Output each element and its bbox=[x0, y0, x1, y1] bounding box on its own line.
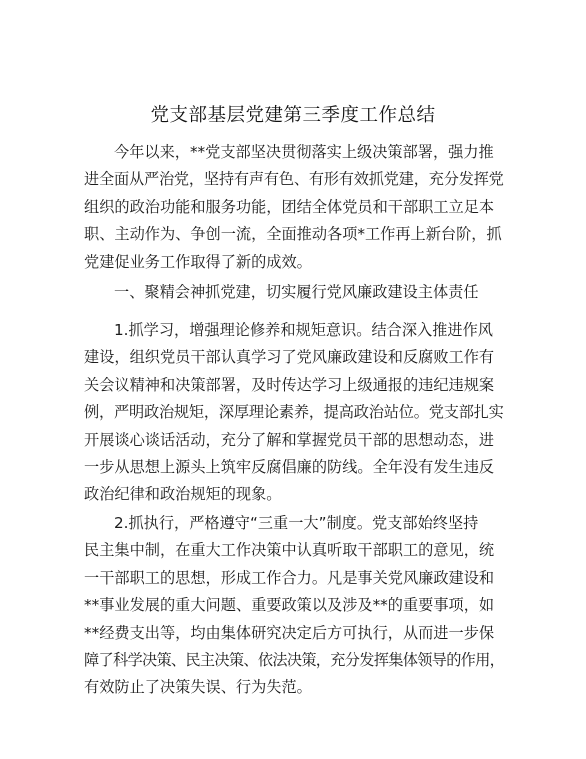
section-heading bbox=[84, 279, 504, 306]
paragraph-line: 有效防止了决策失误、行为失范。 bbox=[84, 678, 312, 697]
paragraph-line: 党建促业务工作取得了新的成效。 bbox=[84, 252, 312, 271]
paragraph-line: 2.抓执行，严格遵守“三重一大”制度。党支部始终坚持 bbox=[114, 514, 479, 532]
paragraph-line: 例，严明政治规矩，深厚理论素养，提高政治站位。党支部扎实 bbox=[84, 403, 504, 422]
intro-paragraph bbox=[84, 139, 504, 276]
paragraph-line: 1.抓学习，增强理论修养和规矩意识。结合深入推进作风 bbox=[114, 321, 493, 339]
paragraph-line: 一干部职工的思想，形成工作合力。凡是事关党风廉政建设和 bbox=[84, 568, 495, 587]
paragraph-line: 今年以来，**党支部坚决贯彻落实上级决策部署，强力推 bbox=[114, 143, 494, 161]
paragraph-line: 障了科学决策、民主决策、依法决策，充分发挥集体领导的作用， bbox=[84, 650, 504, 669]
paragraph-line: 建设，组织党员干部认真学习了党风廉政建设和反腐败工作有 bbox=[84, 348, 495, 367]
section-heading-text: 一、聚精会神抓党建，切实履行党风廉政建设主体责任 bbox=[114, 283, 479, 301]
paragraph-line: 关会议精神和决策部署，及时传达学习上级通报的违纪违规案 bbox=[84, 375, 495, 394]
paragraph-line: **事业发展的重大问题、重要政策以及涉及**的重要事项，如 bbox=[84, 596, 495, 615]
paragraph-line: 民主集中制，在重大工作决策中认真听取干部职工的意见，统 bbox=[84, 541, 495, 560]
document-title: 党支部基层党建第三季度工作总结 bbox=[150, 105, 436, 126]
paragraph-line: 一步从思想上源头上筑牢反腐倡廉的防线。全年没有发生违反 bbox=[84, 457, 495, 476]
item-2-paragraph bbox=[84, 510, 504, 702]
paragraph-line: 组织的政治功能和服务功能，团结全体党员和干部职工立足本 bbox=[84, 197, 495, 216]
paragraph-line: 进全面从严治党，坚持有声有色、有形有效抓党建，充分发挥党 bbox=[84, 170, 504, 189]
paragraph-line: **经费支出等，均由集体研究决定后方可执行，从而进一步保 bbox=[84, 623, 495, 642]
paragraph-line: 职、主动作为、争创一流，全面推动各项*工作再上新台阶，抓 bbox=[84, 225, 502, 244]
paragraph-line: 政治纪律和政治规矩的现象。 bbox=[84, 485, 282, 504]
item-1-paragraph bbox=[84, 317, 504, 509]
paragraph-line: 开展谈心谈话活动，充分了解和掌握党员干部的思想动态，进 bbox=[84, 430, 495, 449]
